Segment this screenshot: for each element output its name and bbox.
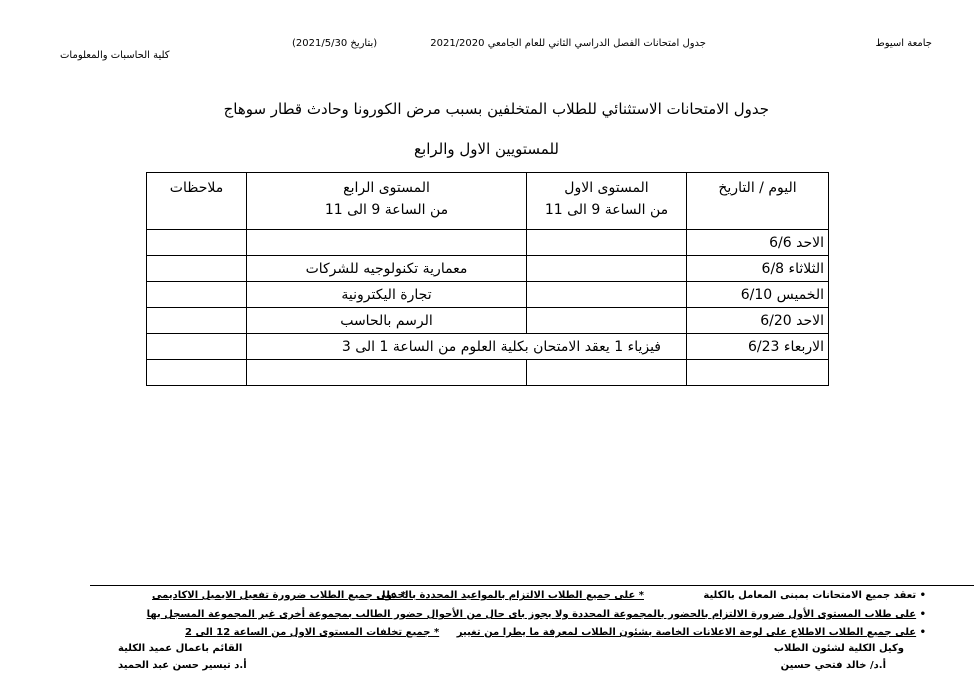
level4-label: المستوى الرابع: [343, 180, 430, 196]
table-row: [147, 256, 829, 282]
level1-time: من الساعة 9 الى 11: [544, 202, 669, 218]
page-subtitle: للمستويين الاول والرابع: [414, 140, 559, 158]
faculty-name: كلية الحاسبات والمعلومات: [60, 50, 170, 61]
day-cell: الاحد 6/20: [687, 308, 829, 334]
header-level1: [527, 173, 687, 230]
header-notes: ملاحظات: [147, 173, 247, 230]
header-day-date: اليوم / التاريخ: [687, 173, 829, 230]
notes-cell: [147, 308, 247, 334]
notes-cell: [147, 282, 247, 308]
schedule-title: جدول امتحانات الفصل الدراسي الثاني للعام الجامعي 2021/2020: [430, 38, 706, 49]
level1-cell: [527, 256, 687, 282]
level1-label: المستوى الاول: [564, 180, 649, 196]
signatory-2-name: أ.د تيسير حسن عبد الحميد: [118, 660, 247, 671]
table-row: [147, 360, 829, 386]
table-row: [147, 282, 829, 308]
table-row: [147, 308, 829, 334]
note-1b: * على جميع الطلاب الالتزام بالمواعيد المحددة بالجدول: [376, 590, 644, 601]
level1-cell: [527, 282, 687, 308]
merged-exam-cell: فيزياء 1 يعقد الامتحان بكلية العلوم من الساعة 1 الى 3: [247, 334, 687, 360]
signatory-1-name: أ.د/ خالد فتحي حسين: [780, 660, 886, 671]
day-cell: الثلاثاء 6/8: [687, 256, 829, 282]
note-2: • على طلاب المستوى الأول ضرورة الالتزام بالحضور بالمجموعة المحددة ولا يجوز باى حال من الأحوال حضور الطالب بمجموعة أخرى غير المجموعة المسجل بها: [146, 609, 926, 620]
note-3b: * جميع تخلفات المستوى الاول من الساعة 12 الى 2: [185, 627, 440, 638]
note-3: • على جميع الطلاب الاطلاع على لوحة الاعلانات الخاصة بشئون الطلاب لمعرفة ما يطرا من تغيير: [456, 627, 926, 638]
footer-divider: [90, 585, 974, 586]
page-title: جدول الامتحانات الاستثنائي للطلاب المتخلفين بسبب مرض الكورونا وحادث قطار سوهاج: [223, 100, 769, 118]
day-cell: الاحد 6/6: [687, 230, 829, 256]
day-cell: الاربعاء 6/23: [687, 334, 829, 360]
day-cell: الخميس 6/10: [687, 282, 829, 308]
notes-cell: [147, 256, 247, 282]
level4-time: من الساعة 9 الى 11: [324, 202, 449, 218]
level1-cell: [527, 230, 687, 256]
level4-cell: معمارية تكنولوجيه للشركات: [247, 256, 527, 282]
note-1: • تعقد جميع الامتحانات بمبنى المعامل بالكلية: [703, 590, 926, 601]
level4-cell: تجارة اليكترونية: [247, 282, 527, 308]
signatory-1-title: وكيل الكلية لشئون الطلاب: [773, 643, 904, 654]
table-row: [147, 230, 829, 256]
level4-cell: الرسم بالحاسب: [247, 308, 527, 334]
header-level4: [247, 173, 527, 230]
note-1c: * على جميع الطلاب ضرورة تفعيل الايميل الاكاديمى: [152, 590, 406, 601]
exam-table: [146, 172, 829, 386]
level1-cell: [527, 308, 687, 334]
level4-cell: [247, 230, 527, 256]
university-name: جامعة اسيوط: [875, 38, 932, 49]
notes-cell: [147, 334, 247, 360]
schedule-date: (بتاريخ 2021/5/30): [292, 38, 378, 49]
table-row: [147, 334, 829, 360]
signatory-2-title: القائم باعمال عميد الكلية: [118, 643, 243, 654]
notes-cell: [147, 230, 247, 256]
